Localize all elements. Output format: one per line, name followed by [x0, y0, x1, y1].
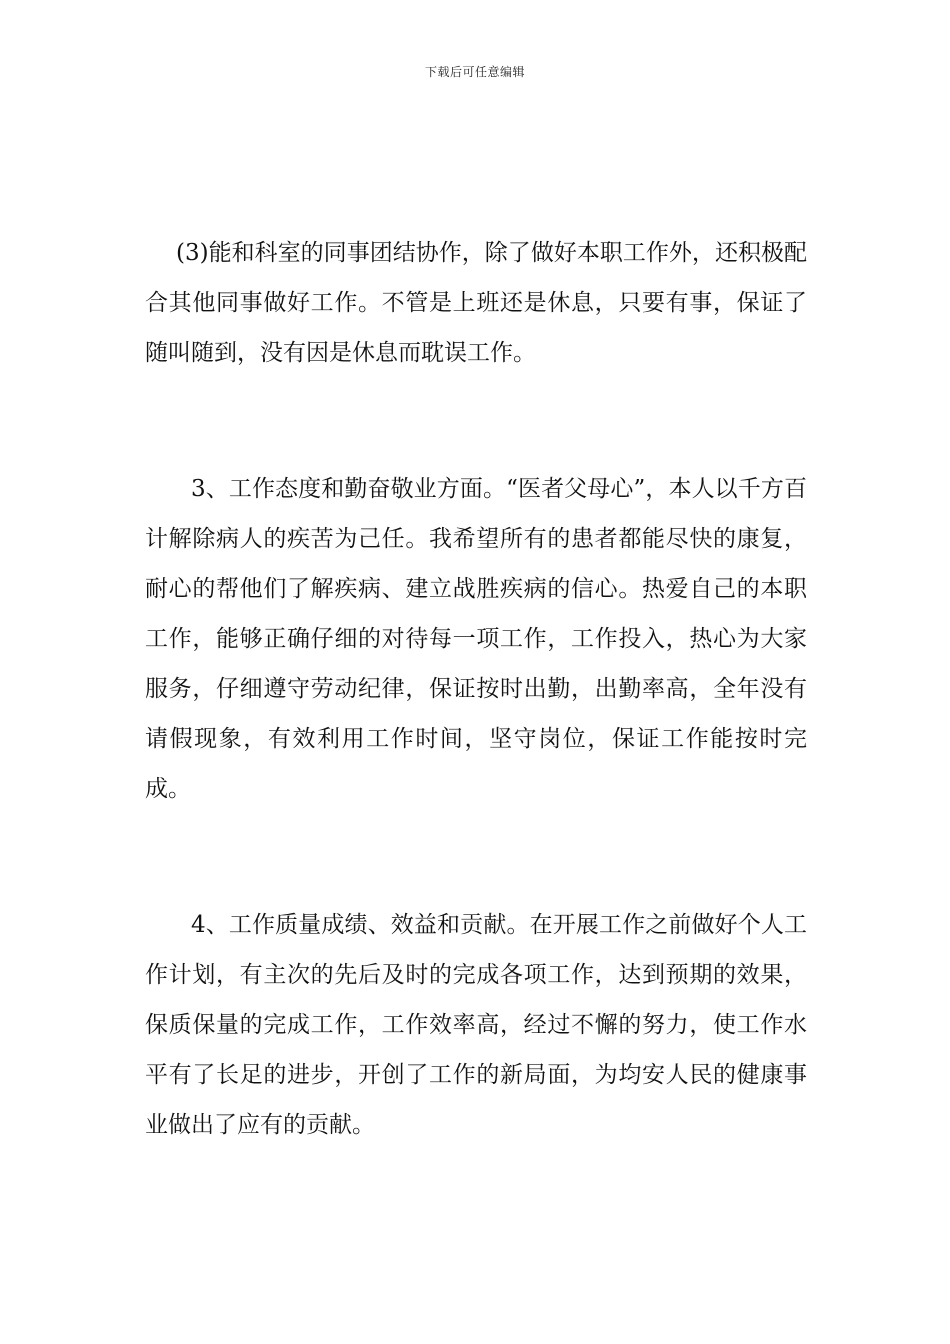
page-header: 下载后可任意编辑 — [424, 65, 525, 79]
paragraph-teamwork: (3)能和科室的同事团结协作，除了做好本职工作外，还积极配合其他同事做好工作。不管是上班还是休息，只要有事，保证了随叫随到，没有因是休息而耽误工作。 — [145, 240, 807, 366]
paragraph-work-quality: 4、工作质量成绩、效益和贡献。在开展工作之前做好个人工作计划，有主次的先后及时的完成各项工作，达到预期的效果，保质保量的完成工作，工作效率高，经过不懈的努力，使工作水平有了长足的进步，开创了工作的新局面，为均安人民的健康事业做出了应有的贡献。 — [145, 912, 807, 1138]
paragraph-work-attitude: 3、工作态度和勤奋敬业方面。“医者父母心”，本人以千方百计解除病人的疾苦为己任。我希望所有的患者都能尽快的康复，耐心的帮他们了解疾病、建立战胜疾病的信心。热爱自己的本职工作，能够正确仔细的对待每一项工作，工作投入，热心为大家服务，仔细遵守劳动纪律，保证按时出勤，出勤率高，全年没有请假现象，有效利用工作时间，坚守岗位，保证工作能按时完成。 — [145, 476, 807, 802]
document-body — [145, 228, 807, 1150]
